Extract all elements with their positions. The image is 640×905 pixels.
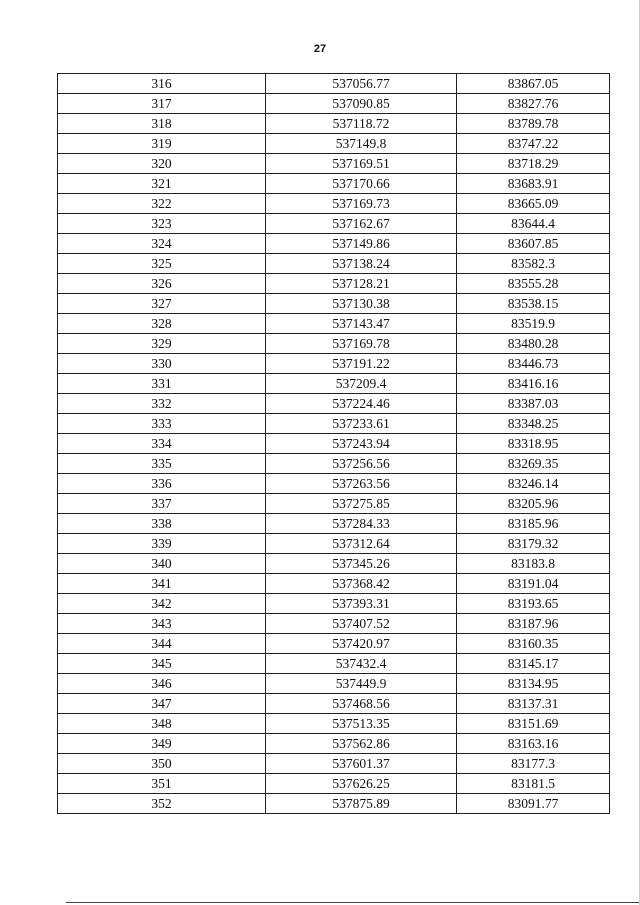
- y-coordinate-cell: 83538.15: [457, 294, 610, 314]
- y-coordinate-cell: 83193.65: [457, 594, 610, 614]
- point-number-cell: 348: [58, 714, 266, 734]
- table-row: [58, 734, 610, 754]
- x-coordinate-cell: 537130.38: [266, 294, 457, 314]
- table-row: [58, 194, 610, 214]
- y-coordinate-cell: 83134.95: [457, 674, 610, 694]
- point-number-cell: 323: [58, 214, 266, 234]
- y-coordinate-cell: 83867.05: [457, 74, 610, 94]
- y-coordinate-cell: 83145.17: [457, 654, 610, 674]
- table-row: [58, 274, 610, 294]
- table-row: [58, 574, 610, 594]
- table-row: [58, 634, 610, 654]
- table-row: [58, 754, 610, 774]
- y-coordinate-cell: 83183.8: [457, 554, 610, 574]
- x-coordinate-cell: 537209.4: [266, 374, 457, 394]
- table-row: [58, 554, 610, 574]
- x-coordinate-cell: 537312.64: [266, 534, 457, 554]
- x-coordinate-cell: 537243.94: [266, 434, 457, 454]
- x-coordinate-cell: 537128.21: [266, 274, 457, 294]
- point-number-cell: 336: [58, 474, 266, 494]
- table-row: [58, 314, 610, 334]
- table-row: [58, 694, 610, 714]
- table-row: [58, 714, 610, 734]
- point-number-cell: 319: [58, 134, 266, 154]
- point-number-cell: 316: [58, 74, 266, 94]
- y-coordinate-cell: 83555.28: [457, 274, 610, 294]
- x-coordinate-cell: 537449.9: [266, 674, 457, 694]
- coordinates-table: [57, 73, 610, 814]
- x-coordinate-cell: 537169.78: [266, 334, 457, 354]
- table-row: [58, 534, 610, 554]
- table-row: [58, 134, 610, 154]
- point-number-cell: 352: [58, 794, 266, 814]
- x-coordinate-cell: 537275.85: [266, 494, 457, 514]
- x-coordinate-cell: 537256.56: [266, 454, 457, 474]
- x-coordinate-cell: 537393.31: [266, 594, 457, 614]
- x-coordinate-cell: 537233.61: [266, 414, 457, 434]
- point-number-cell: 327: [58, 294, 266, 314]
- table-row: [58, 234, 610, 254]
- x-coordinate-cell: 537875.89: [266, 794, 457, 814]
- y-coordinate-cell: 83205.96: [457, 494, 610, 514]
- point-number-cell: 335: [58, 454, 266, 474]
- x-coordinate-cell: 537169.51: [266, 154, 457, 174]
- y-coordinate-cell: 83177.3: [457, 754, 610, 774]
- table-row: [58, 214, 610, 234]
- point-number-cell: 331: [58, 374, 266, 394]
- y-coordinate-cell: 83185.96: [457, 514, 610, 534]
- page-number: 27: [313, 43, 327, 55]
- table-row: [58, 334, 610, 354]
- point-number-cell: 339: [58, 534, 266, 554]
- y-coordinate-cell: 83607.85: [457, 234, 610, 254]
- x-coordinate-cell: 537468.56: [266, 694, 457, 714]
- x-coordinate-cell: 537263.56: [266, 474, 457, 494]
- y-coordinate-cell: 83519.9: [457, 314, 610, 334]
- point-number-cell: 322: [58, 194, 266, 214]
- point-number-cell: 349: [58, 734, 266, 754]
- x-coordinate-cell: 537407.52: [266, 614, 457, 634]
- table-row: [58, 114, 610, 134]
- footer-rule: [66, 902, 640, 903]
- y-coordinate-cell: 83348.25: [457, 414, 610, 434]
- point-number-cell: 334: [58, 434, 266, 454]
- y-coordinate-cell: 83318.95: [457, 434, 610, 454]
- table-row: [58, 594, 610, 614]
- x-coordinate-cell: 537056.77: [266, 74, 457, 94]
- y-coordinate-cell: 83683.91: [457, 174, 610, 194]
- table-row: [58, 94, 610, 114]
- point-number-cell: 325: [58, 254, 266, 274]
- table-row: [58, 174, 610, 194]
- point-number-cell: 321: [58, 174, 266, 194]
- point-number-cell: 332: [58, 394, 266, 414]
- y-coordinate-cell: 83246.14: [457, 474, 610, 494]
- y-coordinate-cell: 83163.16: [457, 734, 610, 754]
- point-number-cell: 337: [58, 494, 266, 514]
- table-row: [58, 74, 610, 94]
- x-coordinate-cell: 537224.46: [266, 394, 457, 414]
- y-coordinate-cell: 83446.73: [457, 354, 610, 374]
- x-coordinate-cell: 537090.85: [266, 94, 457, 114]
- point-number-cell: 338: [58, 514, 266, 534]
- point-number-cell: 345: [58, 654, 266, 674]
- table-row: [58, 434, 610, 454]
- table-row: [58, 374, 610, 394]
- x-coordinate-cell: 537368.42: [266, 574, 457, 594]
- table-row: [58, 494, 610, 514]
- x-coordinate-cell: 537513.35: [266, 714, 457, 734]
- table-row: [58, 154, 610, 174]
- point-number-cell: 350: [58, 754, 266, 774]
- x-coordinate-cell: 537169.73: [266, 194, 457, 214]
- point-number-cell: 320: [58, 154, 266, 174]
- point-number-cell: 342: [58, 594, 266, 614]
- table-row: [58, 514, 610, 534]
- x-coordinate-cell: 537149.86: [266, 234, 457, 254]
- table-row: [58, 254, 610, 274]
- y-coordinate-cell: 83827.76: [457, 94, 610, 114]
- y-coordinate-cell: 83160.35: [457, 634, 610, 654]
- x-coordinate-cell: 537420.97: [266, 634, 457, 654]
- y-coordinate-cell: 83480.28: [457, 334, 610, 354]
- point-number-cell: 330: [58, 354, 266, 374]
- y-coordinate-cell: 83137.31: [457, 694, 610, 714]
- y-coordinate-cell: 83747.22: [457, 134, 610, 154]
- point-number-cell: 344: [58, 634, 266, 654]
- y-coordinate-cell: 83644.4: [457, 214, 610, 234]
- point-number-cell: 341: [58, 574, 266, 594]
- point-number-cell: 318: [58, 114, 266, 134]
- table-row: [58, 774, 610, 794]
- table-row: [58, 354, 610, 374]
- x-coordinate-cell: 537149.8: [266, 134, 457, 154]
- table-row: [58, 674, 610, 694]
- y-coordinate-cell: 83151.69: [457, 714, 610, 734]
- y-coordinate-cell: 83181.5: [457, 774, 610, 794]
- table-row: [58, 454, 610, 474]
- point-number-cell: 340: [58, 554, 266, 574]
- y-coordinate-cell: 83387.03: [457, 394, 610, 414]
- x-coordinate-cell: 537284.33: [266, 514, 457, 534]
- table-row: [58, 394, 610, 414]
- table-row: [58, 294, 610, 314]
- point-number-cell: 324: [58, 234, 266, 254]
- x-coordinate-cell: 537345.26: [266, 554, 457, 574]
- x-coordinate-cell: 537162.67: [266, 214, 457, 234]
- point-number-cell: 351: [58, 774, 266, 794]
- x-coordinate-cell: 537118.72: [266, 114, 457, 134]
- x-coordinate-cell: 537138.24: [266, 254, 457, 274]
- y-coordinate-cell: 83665.09: [457, 194, 610, 214]
- y-coordinate-cell: 83718.29: [457, 154, 610, 174]
- y-coordinate-cell: 83191.04: [457, 574, 610, 594]
- y-coordinate-cell: 83179.32: [457, 534, 610, 554]
- x-coordinate-cell: 537601.37: [266, 754, 457, 774]
- table-row: [58, 794, 610, 814]
- x-coordinate-cell: 537626.25: [266, 774, 457, 794]
- table-row: [58, 474, 610, 494]
- point-number-cell: 347: [58, 694, 266, 714]
- x-coordinate-cell: 537191.22: [266, 354, 457, 374]
- point-number-cell: 333: [58, 414, 266, 434]
- y-coordinate-cell: 83091.77: [457, 794, 610, 814]
- point-number-cell: 328: [58, 314, 266, 334]
- point-number-cell: 317: [58, 94, 266, 114]
- y-coordinate-cell: 83789.78: [457, 114, 610, 134]
- point-number-cell: 343: [58, 614, 266, 634]
- point-number-cell: 326: [58, 274, 266, 294]
- x-coordinate-cell: 537143.47: [266, 314, 457, 334]
- y-coordinate-cell: 83187.96: [457, 614, 610, 634]
- table-row: [58, 614, 610, 634]
- y-coordinate-cell: 83582.3: [457, 254, 610, 274]
- table-row: [58, 654, 610, 674]
- point-number-cell: 346: [58, 674, 266, 694]
- table-row: [58, 414, 610, 434]
- x-coordinate-cell: 537170.66: [266, 174, 457, 194]
- y-coordinate-cell: 83416.16: [457, 374, 610, 394]
- coordinates-table-body: [58, 74, 610, 814]
- x-coordinate-cell: 537562.86: [266, 734, 457, 754]
- x-coordinate-cell: 537432.4: [266, 654, 457, 674]
- point-number-cell: 329: [58, 334, 266, 354]
- y-coordinate-cell: 83269.35: [457, 454, 610, 474]
